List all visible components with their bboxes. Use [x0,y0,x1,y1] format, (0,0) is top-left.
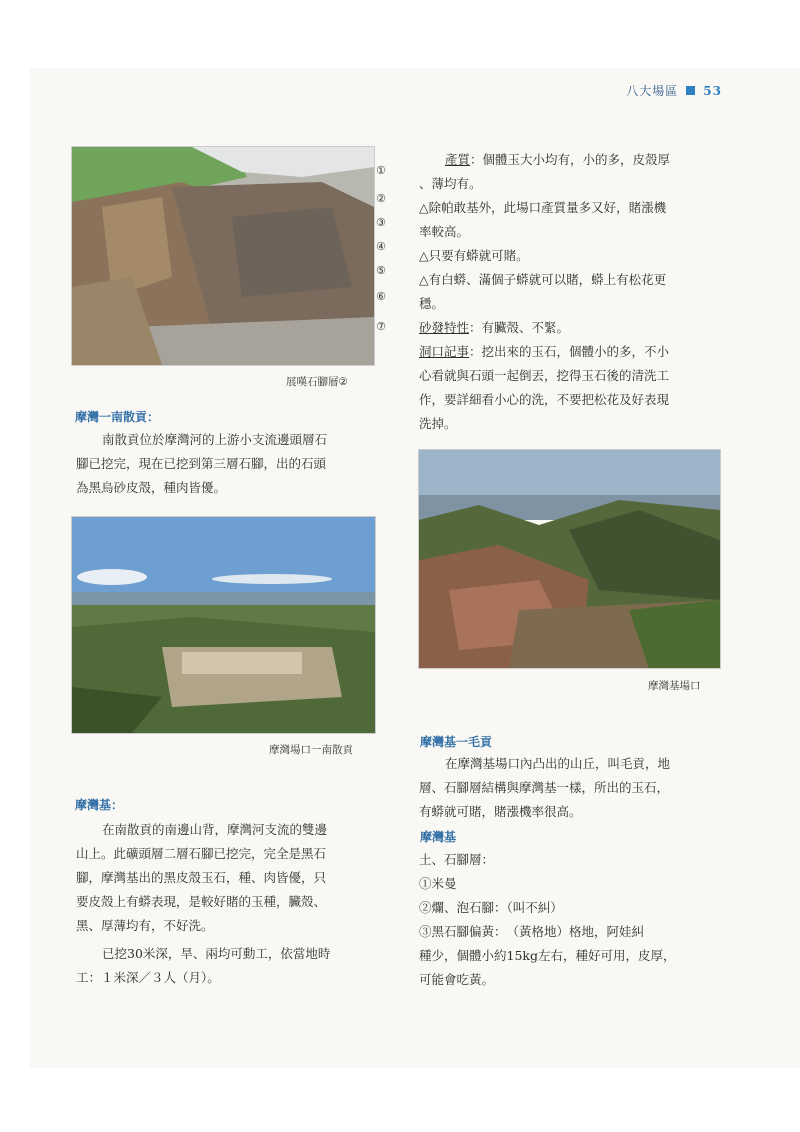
bullet-line: 穩。 [419,296,445,311]
bullet-line: 率較高。 [419,224,470,239]
nan-photo-caption: 摩灣場口一南散貢 [269,744,353,756]
nan-landscape-photo [71,516,376,734]
layer-marker: ⑤ [376,264,386,277]
text-line: 腳已挖完，現在已挖到第三層石腳，出的石頭 [76,456,327,471]
bullet-line: △有白蟒、滿個子蟒就可以賭，蟒上有松花更 [419,272,667,287]
cliff-layers-photo [71,146,375,366]
text-line: 已挖30米深，旱、兩均可動工，依當地時 [102,946,331,961]
text-line: 在摩灣基場口內凸出的山丘，叫毛貢，地 [445,756,671,771]
page-marker-icon [686,86,695,95]
text-line: 、薄均有。 [419,176,482,191]
layers-section-heading: 摩灣基 [420,830,457,844]
layer-marker: ④ [376,240,386,253]
sand-label: 砂發特性 [419,320,470,335]
nan-section-heading: 摩灣一南散貢： [75,410,160,424]
mine-site-photo [418,449,721,669]
text-line: 黑、厚薄均有，不好洗。 [76,918,214,933]
text-line: 南散貢位於摩灣河的上游小支流邊頭層石 [102,432,328,447]
section-title: 八大場區 [626,84,679,98]
right-top-text [419,148,729,436]
text-line: 可能會吃黃。 [419,972,495,987]
layer-marker: ⑦ [376,320,386,333]
mao-section-text [419,752,729,824]
text-line: ③黑石腳偏黃： （黃格地）格地，阿娃糾 [419,924,645,939]
layer-marker: ① [376,164,386,177]
page-number: 53 [703,83,722,98]
layer-markers [370,160,410,340]
base-section-text [76,818,386,990]
text-line: ①米曼 [419,876,457,891]
text-line: ：有臟殼、不緊。 [469,320,570,335]
cliff-photo-caption: 展嘆石腳層② [286,376,348,388]
text-line: 有蟒就可賭，賭漲機率很高。 [419,804,582,819]
text-line: 要皮殼上有蟒表現，是較好賭的玉種，臟殼、 [76,894,327,909]
text-line: 心看就與石頭一起倒丟，挖得玉石後的清洗工 [419,368,670,383]
base-section-heading: 摩灣基： [75,798,124,812]
text-line: 種少，個體小約15kg左右，種好可用，皮厚， [419,948,676,963]
text-line: 山上。此礦頭層二層石腳已挖完，完全是黑石 [76,846,327,861]
text-line: ：挖出來的玉石，個體小的多，不小 [469,344,670,359]
layer-marker: ② [376,192,386,205]
text-line: 腳，摩灣基出的黑皮殼玉石，種、肉皆優，只 [76,870,327,885]
text-line: 工：１米深／３人（月）。 [76,970,220,985]
mine-photo-caption: 摩灣基場口 [648,680,701,692]
nan-section-text [76,428,386,500]
running-header [626,82,722,99]
cave-label: 洞口記事 [419,344,470,359]
quality-label: 產質 [445,152,471,167]
bullet-line: △除帕敢基外，此場口產質量多又好，賭漲機 [419,200,667,215]
mao-section-heading: 摩灣基一毛貢 [420,735,493,749]
layers-section-text [419,848,729,992]
layer-marker: ③ [376,216,386,229]
text-line: 洗掉。 [419,416,457,431]
text-line: 層、石腳層結構與摩灣基一樣，所出的玉石， [419,780,670,795]
text-line: 作，要詳細看小心的洗，不要把松花及好表現 [419,392,670,407]
layer-marker: ⑥ [376,290,386,303]
text-line: 為黑烏砂皮殼，種肉皆優。 [76,480,227,495]
bullet-line: △只要有蟒就可賭。 [419,248,529,263]
text-line: ②爛、泡石腳：（叫不糾） [419,900,563,915]
text-line: ：個體玉大小均有，小的多，皮殼厚 [470,152,671,167]
text-line: 土、石腳層： [419,852,495,867]
text-line: 在南散貢的南邊山背，摩灣河支流的雙邊 [102,822,328,837]
